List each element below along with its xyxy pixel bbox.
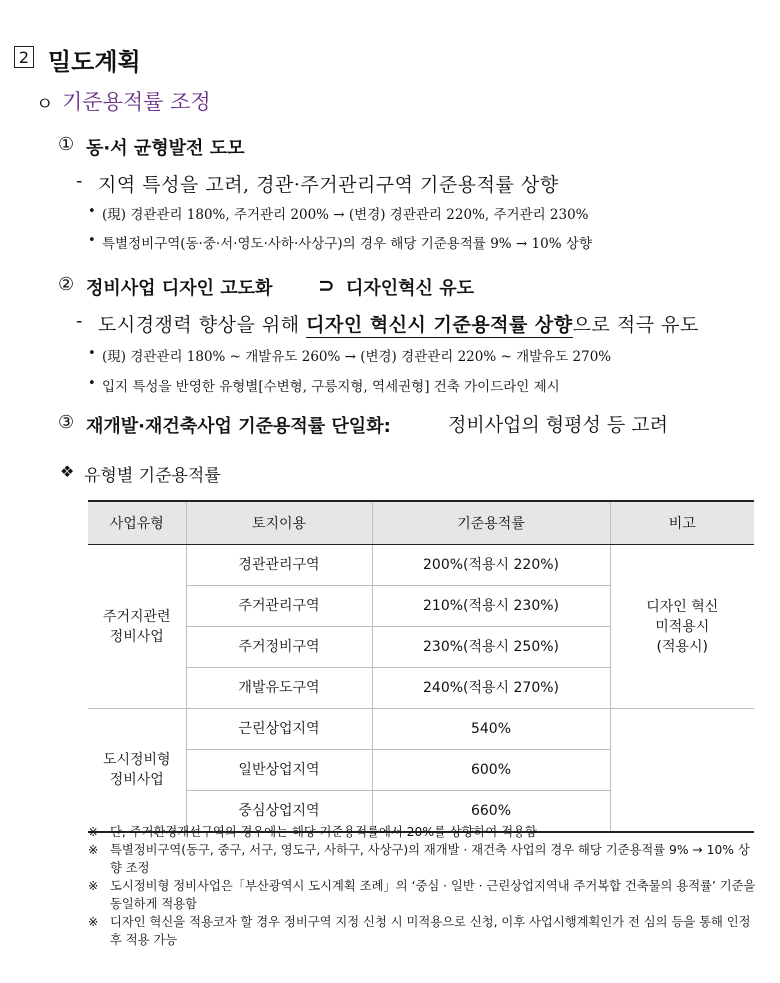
note-item <box>88 913 760 949</box>
section-title: 밀도계획 <box>48 48 141 76</box>
note-text: 단, 주거환경개선구역의 경우에는 해당 기준용적률에서 20%를 상향하여 적용함 <box>110 825 537 839</box>
item-1-number: ① <box>58 134 75 155</box>
item-2-number: ② <box>58 274 75 295</box>
item-2-bullet-2: 입지 특성을 반영한 유형별[수변형, 구릉지형, 역세권형] 건축 가이드라인 제시 <box>102 379 560 395</box>
table-row <box>88 709 754 750</box>
item-2-line-post: 으로 적극 유도 <box>572 314 699 336</box>
table-row <box>88 545 754 586</box>
type-line: 정비사업 <box>109 628 164 645</box>
note-item <box>88 823 760 841</box>
type-line: 주거지관련 <box>102 608 171 625</box>
table-header-row <box>88 501 754 545</box>
ratio-cell: 660% <box>372 791 610 833</box>
header-note: 비고 <box>610 501 754 545</box>
type-line: 정비사업 <box>109 772 164 788</box>
note-item <box>88 877 760 913</box>
item-3-number: ③ <box>58 412 75 433</box>
item-1-title: 동·서 균형발전 도모 <box>86 138 245 159</box>
bullet-dot: • <box>88 346 96 361</box>
arrow-icon: ⊃ <box>318 273 335 297</box>
ratio-cell: 600% <box>372 750 610 791</box>
type-cell <box>88 709 186 833</box>
note-line: (적용시) <box>656 638 708 655</box>
item-2-dash: - <box>76 310 83 332</box>
ratio-cell: 540% <box>372 709 610 750</box>
section-number-box: 2 <box>14 46 34 68</box>
note-mark: ※ <box>88 843 99 857</box>
table-heading: 유형별 기준용적률 <box>84 466 221 486</box>
item-2-line <box>98 310 699 337</box>
note-cell <box>610 545 754 709</box>
land-cell: 경관관리구역 <box>186 545 372 586</box>
item-3-title: 재개발·재건축사업 기준용적률 단일화: <box>86 416 391 437</box>
bullet-dot: • <box>88 376 96 391</box>
item-1-bullet-1: (現) 경관관리 180%, 주거관리 200% → (변경) 경관관리 220%, 주거관리 230% <box>102 207 589 223</box>
item-1-bullet-2: 특별정비구역(동·중·서·영도·사하·사상구)의 경우 해당 기준용적률 9% → 10% 상향 <box>102 236 592 252</box>
land-cell: 주거정비구역 <box>186 627 372 668</box>
item-2-bullet-1: (現) 경관관리 180% ~ 개발유도 260% → (변경) 경관관리 220% ~ 개발유도 270% <box>102 349 612 365</box>
land-cell: 중심상업지역 <box>186 791 372 833</box>
item-3-title-tail: 정비사업의 형평성 등 고려 <box>448 414 669 436</box>
note-mark: ※ <box>88 825 99 839</box>
note-text: 도시정비형 정비사업은「부산광역시 도시계획 조례」의 ‘중심 · 일반 · 근린상업지역내 주거복합 건축물의 용적률’ 기준을 동일하게 적용함 <box>110 879 756 911</box>
note-text: 디자인 혁신을 적용코자 할 경우 정비구역 지정 신청 시 미적용으로 신청, 이후 사업시행계획인가 전 심의 등을 통해 인정 후 적용 가능 <box>110 915 751 947</box>
item-1-dash: - <box>76 170 83 192</box>
ratio-cell: 210%(적용시 230%) <box>372 586 610 627</box>
note-item <box>88 841 760 877</box>
item-2-line-emph: 디자인 혁신시 기준용적률 상향 <box>306 314 573 336</box>
note-cell-empty <box>610 709 754 833</box>
land-cell: 일반상업지역 <box>186 750 372 791</box>
bullet-dot: • <box>88 233 96 248</box>
item-1-line: 지역 특성을 고려, 경관·주거관리구역 기준용적률 상향 <box>98 174 559 196</box>
bullet-dot: • <box>88 204 96 219</box>
note-line: 미적용시 <box>655 618 710 635</box>
note-mark: ※ <box>88 915 99 929</box>
type-cell <box>88 545 186 709</box>
ratio-cell: 200%(적용시 220%) <box>372 545 610 586</box>
note-text: 특별정비구역(동구, 중구, 서구, 영도구, 사하구, 사상구)의 재개발 · 재건축 사업의 경우 해당 기준용적률 9% → 10% 상향 조정 <box>110 843 750 875</box>
header-type: 사업유형 <box>88 501 186 545</box>
note-line: 디자인 혁신 <box>646 598 719 615</box>
notes <box>88 823 760 949</box>
type-line: 도시정비형 <box>102 752 171 768</box>
land-cell: 개발유도구역 <box>186 668 372 709</box>
land-cell: 근린상업지역 <box>186 709 372 750</box>
ratio-cell: 240%(적용시 270%) <box>372 668 610 709</box>
item-2-title: 정비사업 디자인 고도화 <box>86 278 273 299</box>
header-land-use: 토지이용 <box>186 501 372 545</box>
note-mark: ※ <box>88 879 99 893</box>
header-ratio: 기준용적률 <box>372 501 610 545</box>
item-2-title-tail: 디자인혁신 유도 <box>346 278 474 299</box>
ratio-cell: 230%(적용시 250%) <box>372 627 610 668</box>
item-2-line-pre: 도시경쟁력 향상을 위해 <box>98 314 307 336</box>
diamond-bullet-icon: ❖ <box>60 462 75 481</box>
land-cell: 주거관리구역 <box>186 586 372 627</box>
subsection-bullet: ㅇ <box>36 94 54 115</box>
subsection-title: 기준용적률 조정 <box>62 90 211 114</box>
density-table <box>88 500 754 833</box>
